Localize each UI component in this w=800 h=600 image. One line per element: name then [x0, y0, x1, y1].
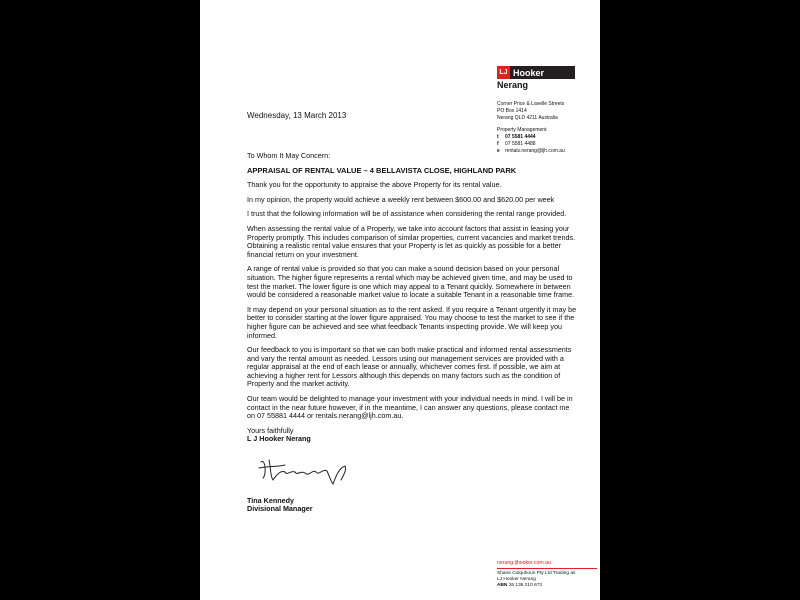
paragraph: When assessing the rental value of a Property, we take into account factors that assist in leasing your Property promptly. This includes comparison of similar properties, current vacancies and market trends. Obtaining a realistic rental value ensures that your Property is let as quickly as possible for a better financial return on your investment. — [247, 223, 576, 259]
letter-page — [200, 0, 600, 600]
footer-line: Shane Colquhoun Pty Ltd Trading as — [497, 571, 576, 576]
closing: Yours faithfully — [247, 425, 294, 435]
letter-footer — [497, 560, 597, 589]
salutation: To Whom It May Concern: — [247, 151, 331, 160]
paragraph: Our feedback to you is important so that we can both make practical and informed rental assessments and vary the rental amount as needed. Lessors using our management services are provided with a regular appraisal at the end of each lease or annually, whichever comes first. If possible, we aim at achieving a higher rent for Lessors although this depends on many factors such as the condition of Property and the market activity. — [247, 345, 572, 389]
paragraph: It may depend on your personal situation as to the rent asked. If you require a Tenant urgently it may be better to consider starting at the lower figure appraised. You may choose to test the market to see if the higher figure can be achieved and see what feedback Tenants inspecting provide. We will keep you informed. — [247, 304, 577, 340]
footer-url: nerang.ljhooker.com.au — [497, 560, 597, 569]
contact-email: e rentals.nerang@ljh.com.au — [497, 148, 565, 154]
letterhead-address — [497, 101, 597, 155]
department: Property Management — [497, 127, 547, 133]
logo-mark: LJ — [497, 66, 510, 79]
logo-word: Hooker — [510, 66, 575, 79]
logo-subtitle: Nerang — [497, 80, 529, 90]
address-line: Nerang QLD 4211 Australia — [497, 115, 558, 121]
signer-name: Tina Kennedy — [247, 495, 294, 505]
signature-image — [257, 452, 357, 486]
paragraph: A range of rental value is provided so that you can make a sound decision based on your personal situation. The higher figure represents a rental which may be achieved given time, and may be used to test the market. The lower figure is one which may appeal to a Tenant quickly. Somewhere in between would be considered a reasonable market value to locate a suitable Tenant in a reasonable time frame. — [247, 264, 575, 300]
address-line: PO Box 1414 — [497, 108, 527, 114]
contact-fax: f 07 5581 4488 — [497, 141, 536, 147]
footer-line: LJ Hooker Nerang — [497, 577, 536, 582]
closing-block — [247, 427, 577, 514]
letter-date: Wednesday, 13 March 2013 — [247, 111, 347, 120]
footer-abn: ABN 26 136 210 673 — [497, 583, 543, 588]
paragraph: In my opinion, the property would achieve a weekly rent between $600.00 and $620.00 per week — [247, 194, 555, 204]
address-line: Corner Price & Lavelle Streets — [497, 101, 565, 107]
signer-title: Divisional Manager — [247, 504, 313, 514]
letter-body — [247, 152, 577, 514]
paragraph: I trust that the following information will be of assistance when considering the rental range provided. — [247, 209, 567, 219]
letter-subject: APPRAISAL OF RENTAL VALUE – 4 BELLAVISTA CLOSE, HIGHLAND PARK — [247, 165, 517, 175]
paragraph: Thank you for the opportunity to appraise the above Property for its rental value. — [247, 180, 502, 190]
paragraph: Our team would be delighted to manage your investment with your individual needs in mind. I will be in contact in the near future however, if in the meantime, I can answer any questions, please contact me on 07 55881 4444 or rentals.nerang@ljh.com.au. — [247, 394, 573, 421]
firm-name: L J Hooker Nerang — [247, 434, 311, 444]
contact-phone: t 07 5581 4444 — [497, 134, 536, 140]
company-logo — [497, 66, 575, 90]
